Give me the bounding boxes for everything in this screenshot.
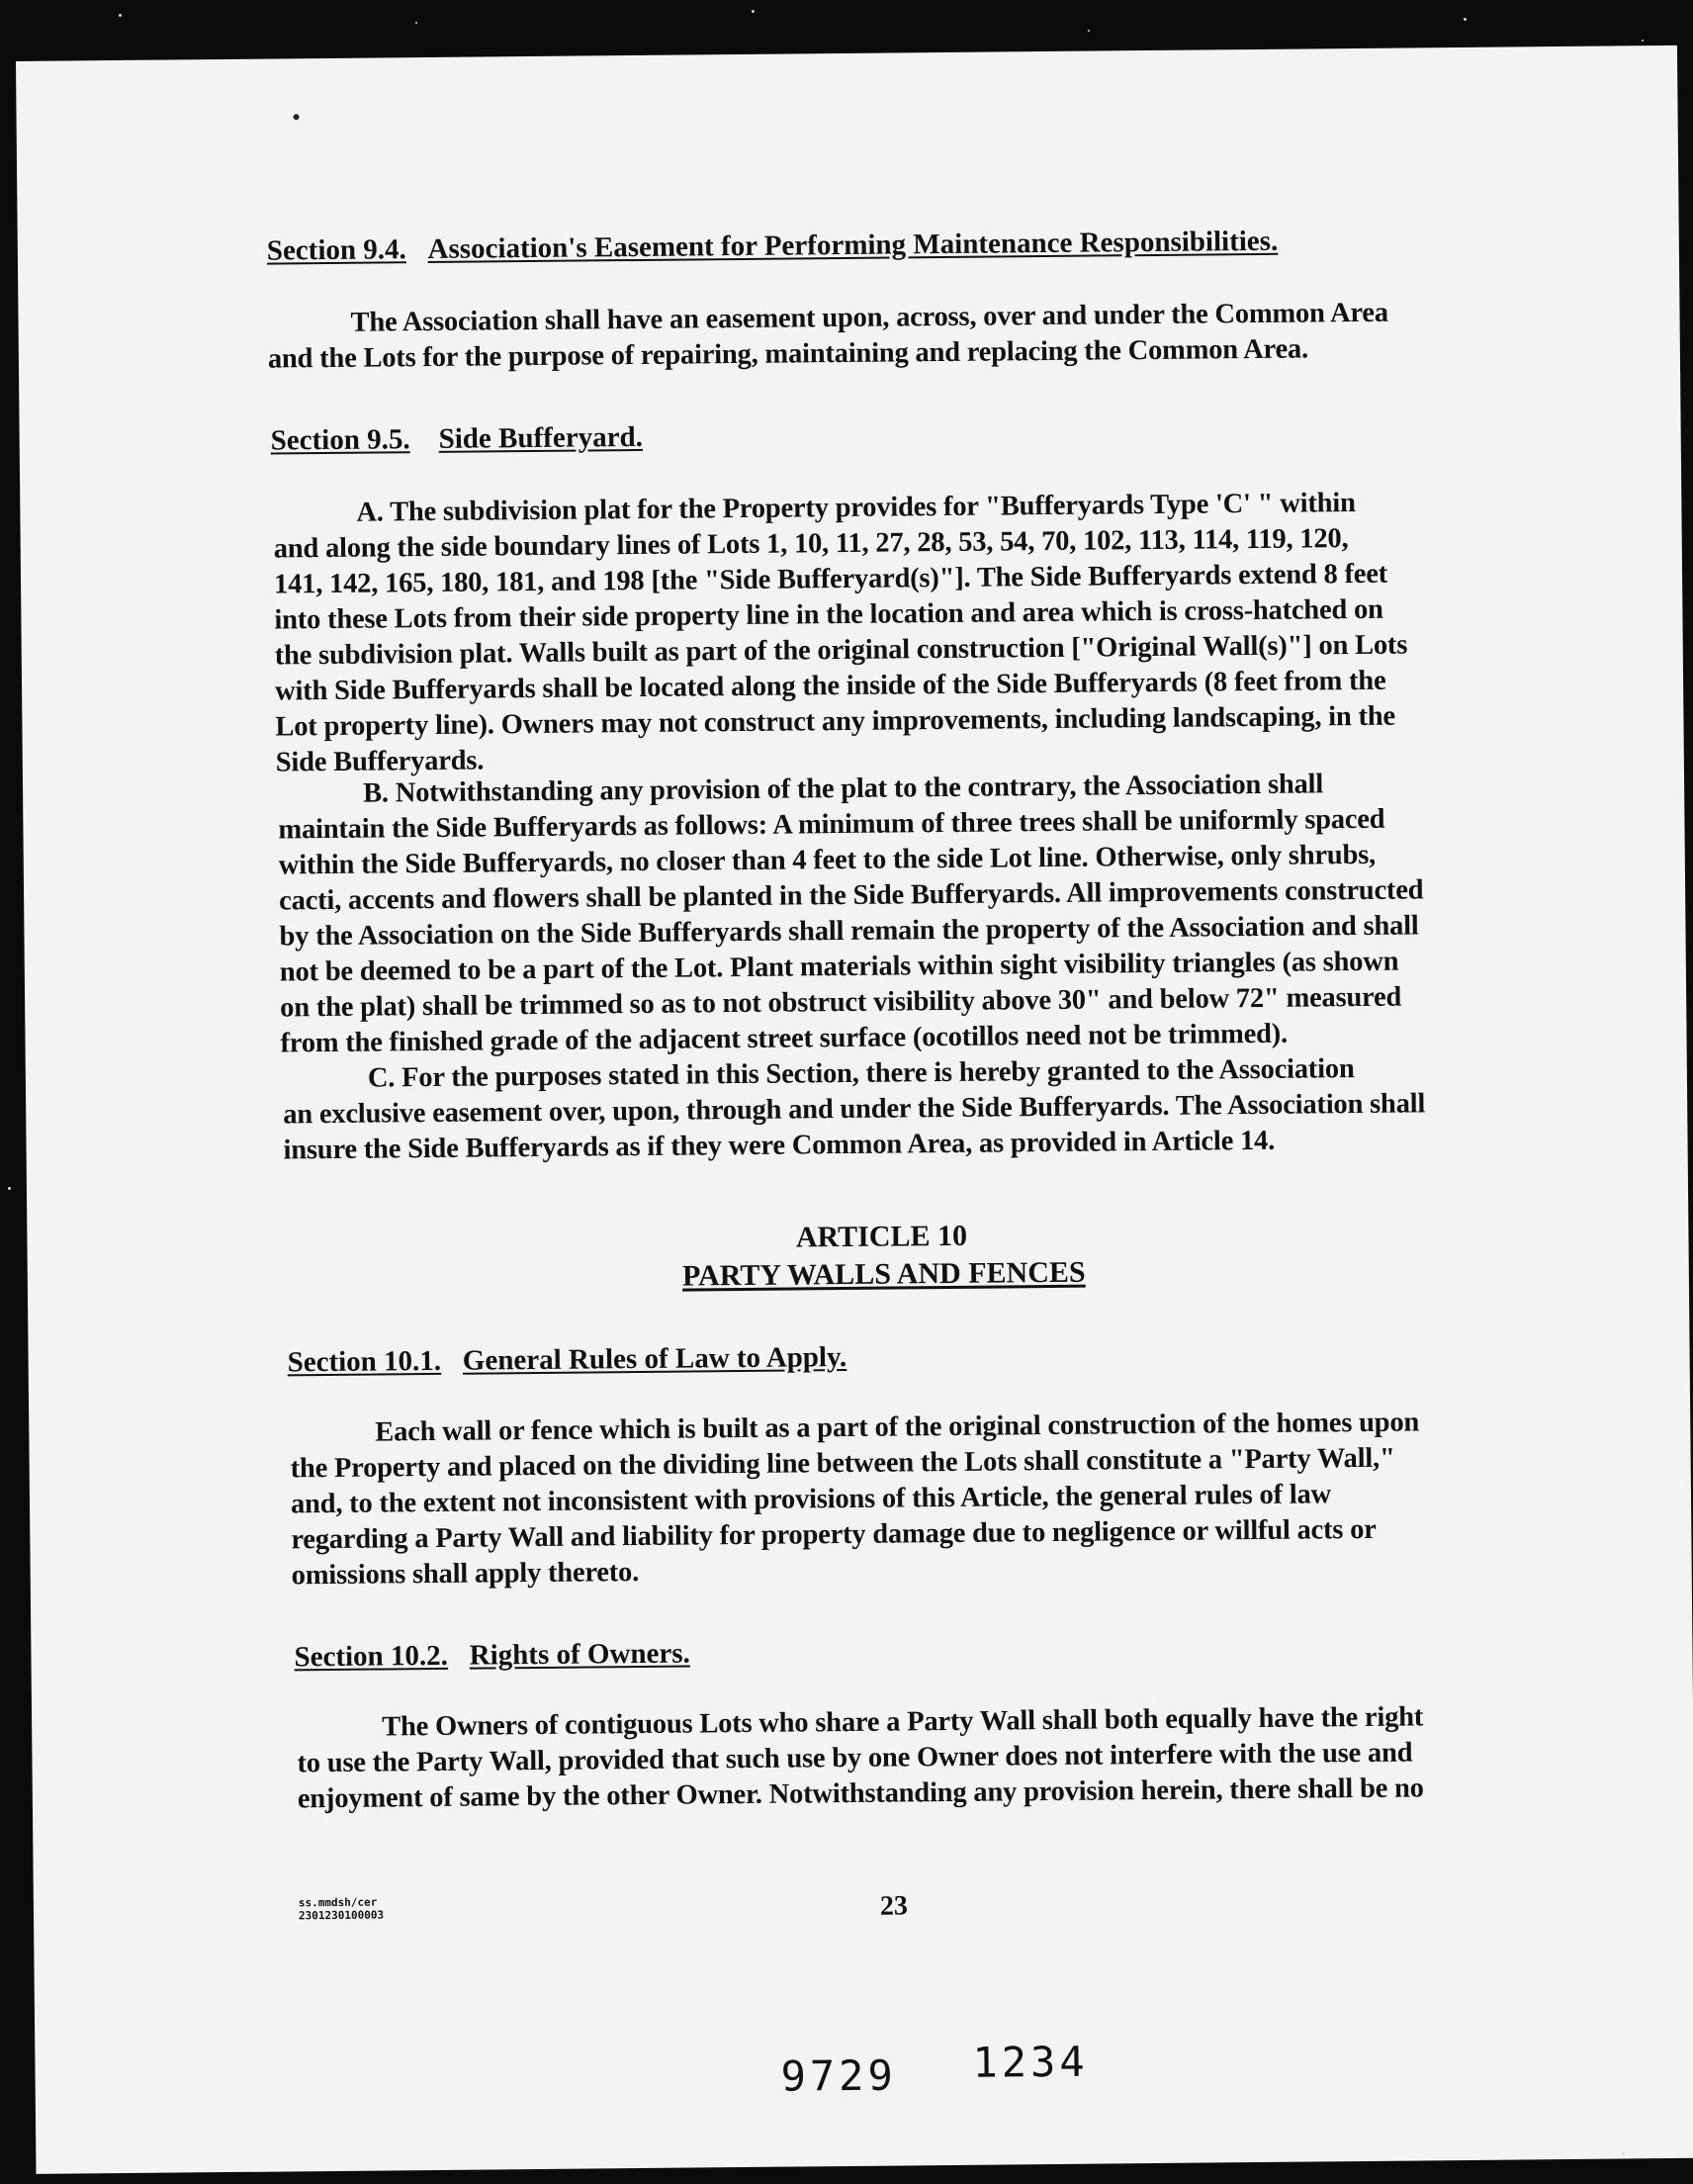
section-10-1-line: and, to the extent not inconsistent with provisions of this Article, the general rules of law — [290, 1479, 1332, 1520]
section-10-1-heading — [287, 1341, 846, 1379]
footer-document-code — [299, 1896, 384, 1923]
scan-speck — [1464, 18, 1467, 21]
section-number: Section 9.4. — [266, 233, 406, 267]
footer-code-line: ss.mmdsh/cer — [298, 1895, 378, 1910]
paragraph-c-line: insure the Side Bufferyards as if they were Common Area, as provided in Article 14. — [283, 1125, 1276, 1166]
paragraph-b-line: B. Notwithstanding any provision of the plat to the contrary, the Association shall — [362, 769, 1324, 809]
scan-speck — [1642, 40, 1644, 42]
stamp-number-left: 9729 — [780, 2050, 897, 2101]
paragraph-b-line: maintain the Side Bufferyards as follows: A minimum of three trees shall be uniformly spaced — [278, 803, 1385, 846]
section-10-1-line: omissions shall apply thereto. — [291, 1557, 640, 1592]
section-10-1-line: the Property and placed on the dividing line between the Lots shall constitute a "Party Wall," — [290, 1442, 1395, 1485]
section-number: Section 9.5. — [270, 423, 410, 457]
paragraph-a-line: and along the side boundary lines of Lots 1, 10, 11, 27, 28, 53, 54, 70, 102, 113, 114, 119, 120, — [273, 523, 1349, 565]
section-number: Section 10.1. — [287, 1344, 442, 1379]
stamp-number-right: 1234 — [972, 2037, 1089, 2087]
section-9-5-heading — [271, 421, 643, 458]
scan-speck — [8, 1187, 11, 1190]
paragraph-c-line: C. For the purposes stated in this Section, there is hereby granted to the Association — [367, 1053, 1355, 1094]
section-9-4-heading — [267, 226, 1279, 268]
paragraph-a-line: 141, 142, 165, 180, 181, and 198 [the "Side Bufferyard(s)"]. The Side Bufferyards extend 8 feet — [273, 558, 1388, 600]
paragraph-c-line: an exclusive easement over, upon, through and under the Side Bufferyards. The Association shall — [283, 1088, 1426, 1131]
scan-speck — [415, 22, 417, 24]
paragraph-b-line: from the finished grade of the adjacent street surface (ocotillos need not be trimmed). — [280, 1018, 1289, 1059]
page-number: 23 — [879, 1890, 909, 1922]
paragraph-a-line: Side Bufferyards. — [275, 745, 485, 778]
section-title: Rights of Owners. — [469, 1637, 690, 1672]
section-9-4-line: The Association shall have an easement upon, across, over and under the Common Area — [350, 297, 1388, 338]
section-10-2-heading — [294, 1638, 690, 1675]
paragraph-b-line: on the plat) shall be trimmed so as to not obstruct visibility above 30" and below 72" measured — [280, 981, 1402, 1024]
scan-speck — [294, 114, 300, 120]
paragraph-b-line: cacti, accents and flowers shall be planted in the Side Bufferyards. All improvements constructed — [279, 874, 1424, 917]
article-title-text: PARTY WALLS AND FENCES — [681, 1255, 1086, 1293]
paragraph-a-line: A. The subdivision plat for the Property provides for "Bufferyards Type 'C' " within — [356, 488, 1356, 528]
section-title: Association's Easement for Performing Maintenance Responsibilities. — [427, 225, 1279, 266]
document-page — [16, 46, 1693, 2174]
section-9-4-line: and the Lots for the purpose of repairing, maintaining and replacing the Common Area. — [267, 333, 1309, 375]
paragraph-b-line: by the Association on the Side Bufferyards shall remain the property of the Association and shall — [279, 910, 1419, 953]
article-label: ARTICLE 10 — [795, 1219, 968, 1254]
section-title: Side Bufferyard. — [438, 420, 644, 455]
footer-code-line: 2301230100003 — [298, 1908, 385, 1923]
section-10-2-line: enjoyment of same by the other Owner. Notwithstanding any provision herein, there shall be no — [297, 1773, 1424, 1815]
section-title: General Rules of Law to Apply. — [462, 1340, 847, 1377]
paragraph-a-line: into these Lots from their side property line in the location and area which is cross-hatched on — [274, 593, 1383, 636]
section-10-2-line: to use the Party Wall, provided that such use by one Owner does not interfere with the use and — [297, 1737, 1413, 1779]
paragraph-b-line: not be deemed to be a part of the Lot. Plant materials within sight visibility triangles (as shown — [279, 946, 1399, 988]
section-10-2-line: The Owners of contiguous Lots who share a Party Wall shall both equally have the right — [382, 1701, 1424, 1743]
section-10-1-line: Each wall or fence which is built as a part of the original construction of the homes upon — [375, 1407, 1420, 1448]
paragraph-a-line: Lot property line). Owners may not construct any improvements, including landscaping, in the — [275, 700, 1396, 743]
section-10-1-line: regarding a Party Wall and liability for property damage due to negligence or willful acts or — [291, 1513, 1377, 1556]
paragraph-b-line: within the Side Bufferyards, no closer than 4 feet to the side Lot line. Otherwise, only shrubs, — [278, 839, 1377, 881]
scan-speck — [752, 10, 755, 13]
scan-speck — [119, 14, 122, 17]
paragraph-a-line: with Side Bufferyards shall be located along the inside of the Side Bufferyards (8 feet from the — [274, 665, 1386, 707]
section-number: Section 10.2. — [294, 1639, 449, 1674]
paragraph-a-line: the subdivision plat. Walls built as part of the original construction ["Original Wall(s)"] on Lots — [274, 629, 1408, 672]
scan-speck — [1088, 30, 1090, 32]
scan-speck — [1622, 2152, 1625, 2155]
